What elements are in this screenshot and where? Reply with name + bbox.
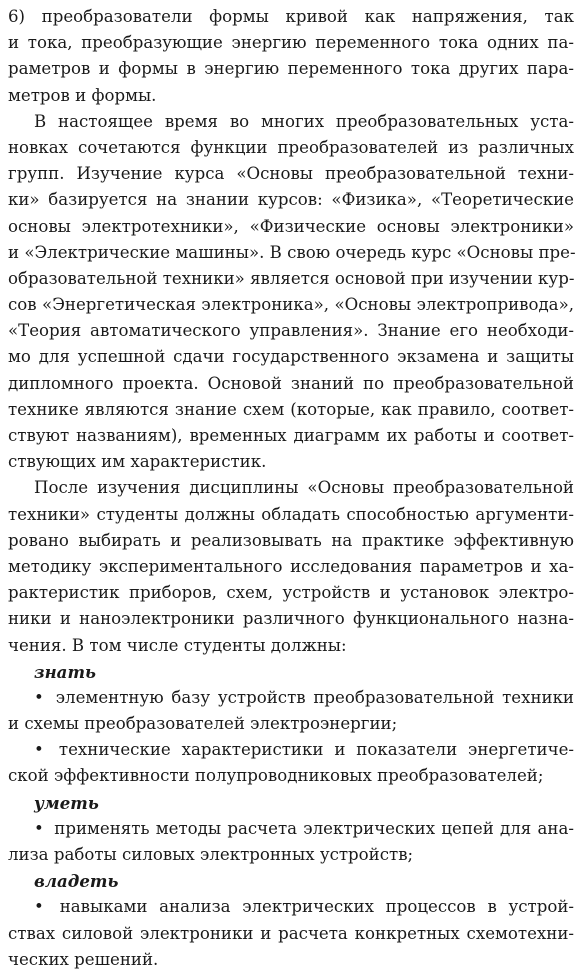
document-page xyxy=(8,4,574,973)
text-line: чения. В том числе студенты должны: xyxy=(8,635,347,655)
section-know xyxy=(8,659,574,790)
text-line: 6) преобразователи формы кривой как напряжения, так xyxy=(8,7,574,26)
paragraph-course-basis xyxy=(8,109,574,476)
text-line: ствуют названиям), временных диаграмм их работы и соответ- xyxy=(8,426,574,445)
bullet-icon: • xyxy=(34,818,44,838)
text-line: мо для успешной сдачи государственного экзамена и защиты xyxy=(8,347,574,367)
section-able xyxy=(8,790,574,869)
text-line: основы электротехники», «Физические основы электроники» xyxy=(8,216,574,236)
list-item xyxy=(8,685,574,737)
text-line: ствующих им характеристик. xyxy=(8,452,267,472)
text-line: ческих решений. xyxy=(8,949,159,969)
list-item-text: технические характеристики и показатели энергетиче- xyxy=(58,740,574,760)
text-line: ской эффективности полупроводниковых преобразователей; xyxy=(8,766,544,786)
text-line: и схемы преобразователей электроэнергии; xyxy=(8,714,398,734)
bullet-icon: • xyxy=(34,740,44,760)
list-item xyxy=(8,894,574,973)
text-line: методику экспериментального исследования параметров и ха- xyxy=(8,556,574,576)
text-line: техники» студенты должны обладать способностью аргументи- xyxy=(8,504,574,524)
list-item xyxy=(8,737,574,789)
bullet-line xyxy=(8,737,574,763)
section-heading-able: уметь xyxy=(34,792,99,813)
text-line: дипломного проекта. Основой знаний по преобразовательной xyxy=(8,373,574,393)
text-line: лиза работы силовых электронных устройств; xyxy=(8,845,414,864)
text-line: технике являются знание схем (которые, как правило, соответ- xyxy=(8,399,574,419)
text-line: рактеристик приборов, схем, устройств и установок электро- xyxy=(8,583,574,603)
list-item-text: элементную базу устройств преобразовательной техники xyxy=(55,687,574,707)
text-line: ники и наноэлектроники различного функционального назна- xyxy=(8,609,574,629)
bullet-line xyxy=(8,894,574,920)
text-line: метров и формы. xyxy=(8,85,157,105)
text-line: ки» базируется на знании курсов: «Физика», «Теоретические xyxy=(8,190,574,210)
text-line: ствах силовой электроники и расчета конкретных схемотехни- xyxy=(8,923,574,943)
text-line: «Теория автоматического управления». Знание его необходи- xyxy=(8,321,574,341)
list-item-text: применять методы расчета электрических цепей для ана- xyxy=(54,818,574,838)
list-item xyxy=(8,816,574,868)
paragraph-competencies-intro xyxy=(8,475,574,658)
bullet-icon: • xyxy=(34,687,44,707)
text-line: и тока, преобразующие энергию переменного тока одних па- xyxy=(8,33,574,53)
bullet-icon: • xyxy=(34,897,44,917)
text-line: новках сочетаются функции преобразователей из различных xyxy=(8,137,574,157)
section-heading-master: владеть xyxy=(34,871,119,892)
text-line: групп. Изучение курса «Основы преобразовательной техни- xyxy=(8,164,574,184)
bullet-line xyxy=(8,816,574,842)
text-line: После изучения дисциплины «Основы преобразовательной xyxy=(34,478,574,498)
text-line: ровано выбирать и реализовывать на практике эффективную xyxy=(8,530,574,550)
paragraph-converters xyxy=(8,4,574,109)
text-line: раметров и формы в энергию переменного тока других пара- xyxy=(8,59,574,79)
section-heading-know: знать xyxy=(34,661,96,682)
bullet-line xyxy=(8,685,574,711)
text-line: образовательной техники» является основой при изучении кур- xyxy=(8,268,575,288)
list-item-text: навыками анализа электрических процессов в устрой- xyxy=(59,897,574,917)
text-line: сов «Энергетическая электроника», «Основы электропривода», xyxy=(8,295,574,315)
text-line: В настоящее время во многих преобразовательных уста- xyxy=(34,111,574,131)
section-master xyxy=(8,868,574,973)
text-line: и «Электрические машины». В свою очередь курс «Основы пре- xyxy=(8,242,576,262)
